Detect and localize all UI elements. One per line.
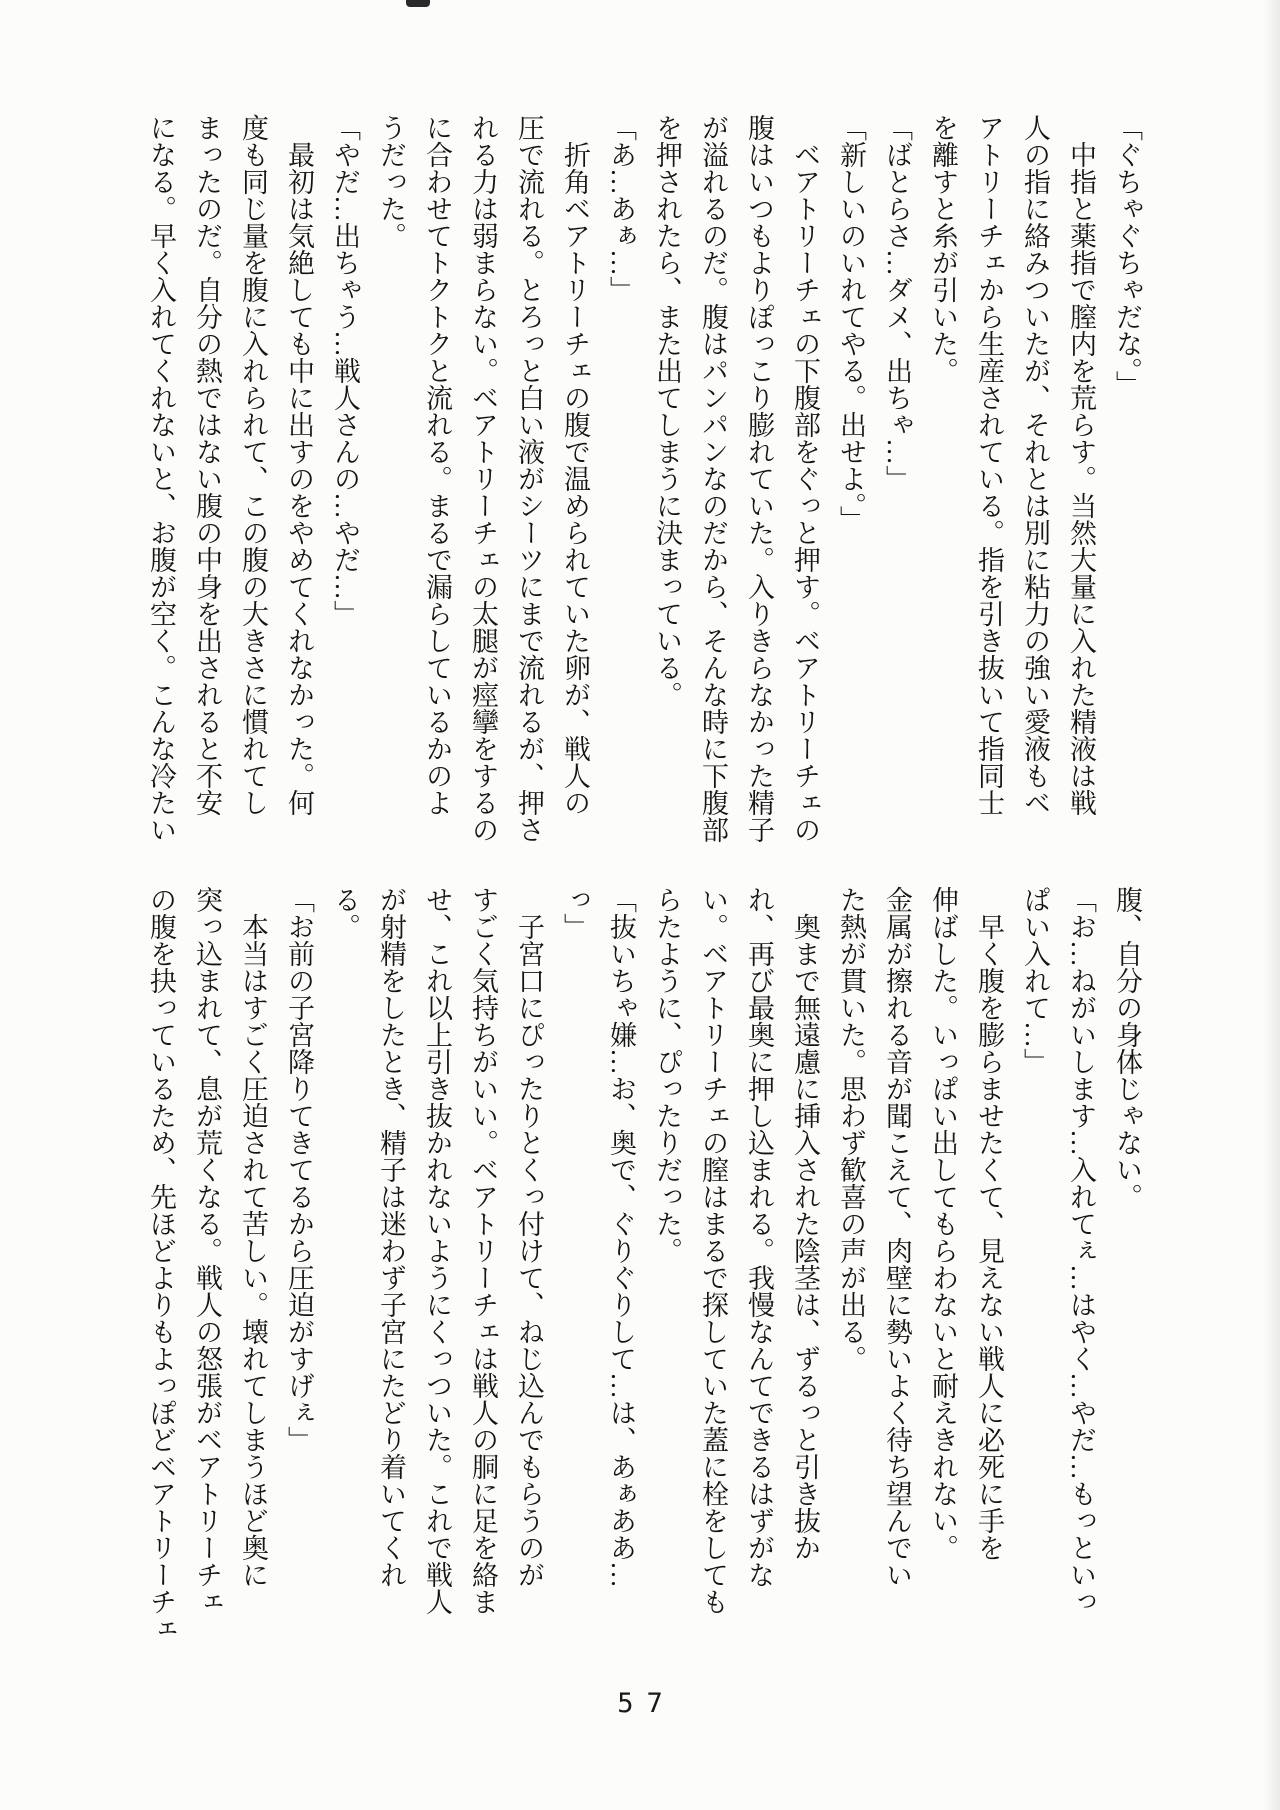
text-line: 人の指に絡みついたが、それとは別に粘力の強い愛液もベ [1020,114,1050,816]
page-edge-shadow [1264,0,1280,1810]
text-block-bottom [138,886,1150,1646]
text-line: 「お前の子宮降りてきてるから圧迫がすげぇ」 [284,886,314,1453]
text-line: 腹、自分の身体じゃない。 [1112,886,1142,1210]
text-line: まったのだ。自分の熱ではない腹の中身を出されると不安 [192,114,222,816]
text-line: 本当はすごく圧迫されて苦しい。壊れてしまうほど奥に [238,886,268,1588]
text-line: が溢れるのだ。腹はパンパンなのだから、そんな時に下腹部 [698,114,728,843]
text-line: 腹はいつもよりぽっこり膨れていた。入りきらなかった精子 [744,114,774,843]
text-line: 金属が擦れる音が聞こえて、肉壁に勢いよく待ち望んでい [882,886,912,1588]
text-line: を押されたら、また出てしまうに決まっている。 [652,114,682,708]
text-line: 「お…ねがいします…入れてぇ…はやく…やだ…もっといっ [1066,886,1096,1615]
text-block-top [138,114,1150,874]
text-line: 「ばとらさ…ダメ、出ちゃ…」 [882,114,912,492]
text-line: ベアトリーチェの下腹部をぐっと押す。ベアトリーチェの [790,114,820,843]
text-line: 中指と薬指で膣内を荒らす。当然大量に入れた精液は戦 [1066,114,1096,816]
text-line: い。ベアトリーチェの膣はまるで探していた蓋に栓をしても [698,886,728,1615]
text-line: 突っ込まれて、息が荒くなる。戦人の怒張がベアトリーチェ [192,886,222,1615]
text-line: れ、再び最奥に押し込まれる。我慢なんてできるはずがな [744,886,774,1588]
text-line: 度も同じ量を腹に入れられて、この腹の大きさに慣れてし [238,114,268,816]
text-line: 折角ベアトリーチェの腹で温められていた卵が、戦人の [560,114,590,816]
text-line: になる。早く入れてくれないと、お腹が空く。こんな冷たい [146,114,176,843]
text-line: た熱が貫いた。思わず歓喜の声が出る。 [836,886,866,1372]
text-line: の腹を抉っているため、先ほどよりもよっぽどベアトリーチェ [146,886,176,1642]
text-line: を離すと糸が引いた。 [928,114,958,384]
text-line: 「やだ…出ちゃう…戦人さんの…やだ…」 [330,114,360,627]
text-line: っ」 [560,886,590,940]
text-line: らたように、ぴったりだった。 [652,886,682,1264]
text-line: うだった。 [376,114,406,249]
text-line: 「ぐちゃぐちゃだな。」 [1112,114,1142,398]
text-line: が射精をしたとき、精子は迷わず子宮にたどり着いてくれ [376,886,406,1588]
text-line: る。 [330,886,360,940]
text-line: せ、これ以上引き抜かれないようにくっついた。これで戦人 [422,886,452,1615]
text-line: 子宮口にぴったりとくっ付けて、ねじ込んでもらうのが [514,886,544,1588]
scan-artifact [406,0,430,7]
text-line: 奥まで無遠慮に挿入された陰茎は、ずるっと引き抜か [790,886,820,1561]
text-line: 圧で流れる。とろっと白い液がシーツにまで流れるが、押さ [514,114,544,843]
text-line: れる力は弱まらない。ベアトリーチェの太腿が痙攣をするの [468,114,498,843]
text-line: 早く腹を膨らませたくて、見えない戦人に必死に手を [974,886,1004,1561]
text-line: アトリーチェから生産されている。指を引き抜いて指同士 [974,114,1004,816]
text-line: 伸ばした。いっぱい出してもらわないと耐えきれない。 [928,886,958,1561]
text-line: ぱい入れて…」 [1020,886,1050,1075]
text-line: 最初は気絶しても中に出すのをやめてくれなかった。何 [284,114,314,816]
text-line: 「抜いちゃ嫌…お、奥で、ぐりぐりして…は、あぁああ… [606,886,636,1588]
page-number: 57 [617,1688,676,1719]
text-line: に合わせてトクトクと流れる。まるで漏らしているかのよ [422,114,452,816]
text-line: 「あ…あぁ…」 [606,114,636,303]
text-line: 「新しいのいれてやる。出せよ。」 [836,114,866,533]
text-line: すごく気持ちがいい。ベアトリーチェは戦人の胴に足を絡ま [468,886,498,1615]
